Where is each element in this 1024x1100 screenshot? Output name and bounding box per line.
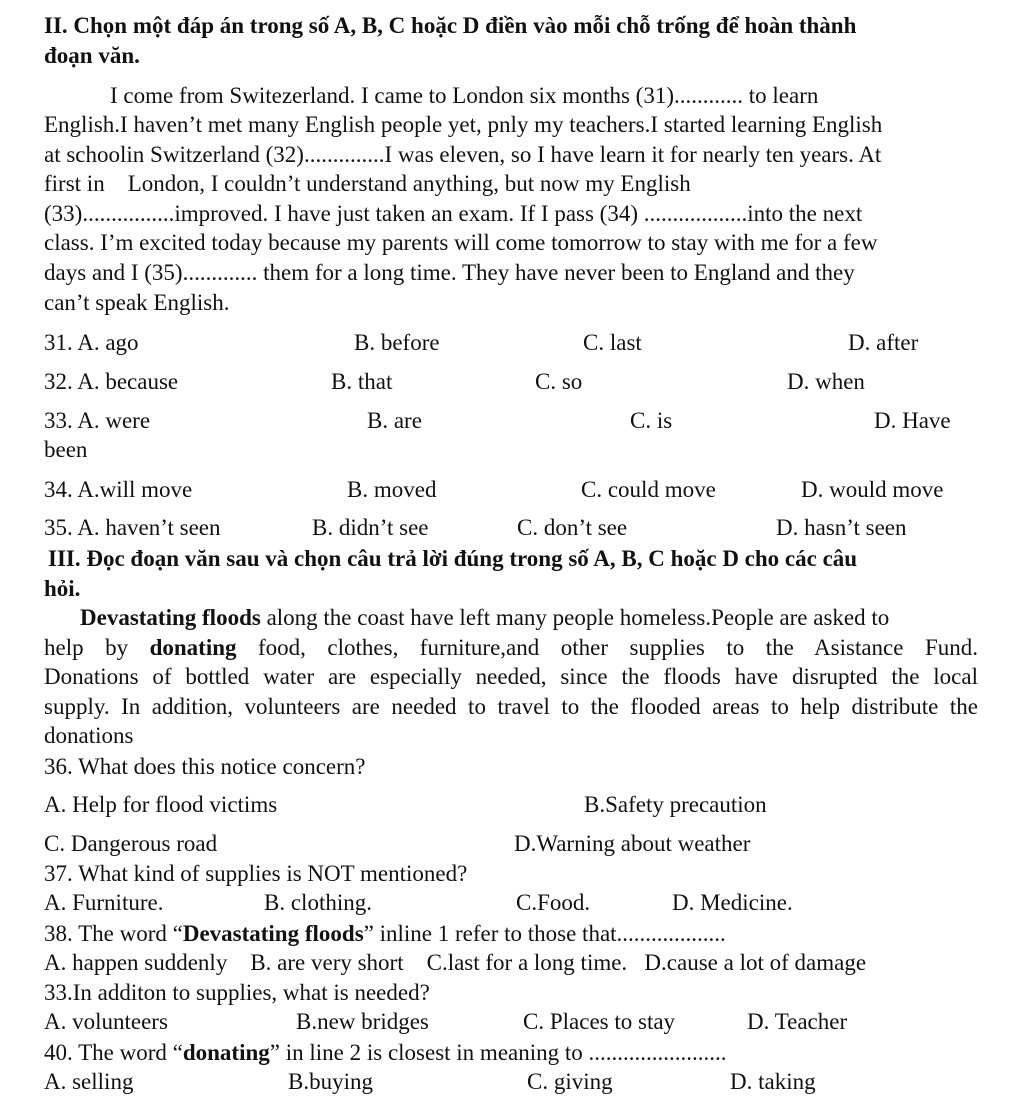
passage-line: (33)................improved. I have just taken an exam. If I pass (34) ..................into the next	[44, 201, 863, 226]
q33-option-b[interactable]: B. are	[367, 408, 422, 433]
reading-text: food, clothes, furniture,and other supplies to the Asistance Fund.	[236, 635, 978, 660]
bold-word: donating	[149, 635, 237, 660]
q37-option-b[interactable]: B. clothing.	[264, 890, 372, 915]
q40-option-d[interactable]: D. taking	[730, 1069, 816, 1094]
q38-text: ” inline 1 refer to those that...................	[363, 921, 726, 946]
q36-option-a[interactable]: A. Help for flood victims	[44, 792, 278, 817]
reading-text: along the coast have left many people homeless.People are asked to	[260, 605, 890, 630]
q31-option-c[interactable]: C. last	[583, 330, 642, 355]
passage-line: English.I haven’t met many English people yet, pnly my teachers.I started learning English	[44, 112, 883, 137]
q32-option-c[interactable]: C. so	[535, 369, 583, 394]
q33-option-a[interactable]: 33. A. were	[44, 408, 151, 433]
section-2-heading: II. Chọn một đáp án trong số A, B, C hoặc D điền vào mỗi chỗ trống để hoàn thành	[44, 13, 857, 38]
q35-option-a[interactable]: 35. A. haven’t seen	[44, 515, 221, 540]
q38-stem	[44, 920, 726, 948]
passage-line: days and I (35)............. them for a long time. They have never been to England and they	[44, 260, 855, 285]
q36-stem: 36. What does this notice concern?	[44, 754, 366, 779]
q32-option-a[interactable]: 32. A. because	[44, 369, 179, 394]
q40-stem	[44, 1039, 727, 1067]
q37-option-d[interactable]: D. Medicine.	[672, 890, 793, 915]
q34-option-a[interactable]: 34. A.will move	[44, 477, 193, 502]
q39-option-d[interactable]: D. Teacher	[747, 1009, 848, 1034]
q37-stem: 37. What kind of supplies is NOT mentioned?	[44, 861, 468, 886]
q40-text: 40. The word “	[44, 1040, 183, 1065]
q35-option-c[interactable]: C. don’t see	[517, 515, 628, 540]
q40-text: ” in line 2 is closest in meaning to ........................	[269, 1040, 727, 1065]
q32-option-d[interactable]: D. when	[787, 369, 865, 394]
reading-line-5: donations	[44, 723, 134, 748]
q34-option-d[interactable]: D. would move	[801, 477, 944, 502]
q33-option-c[interactable]: C. is	[630, 408, 673, 433]
q34-option-b[interactable]: B. moved	[347, 477, 437, 502]
q36-option-d[interactable]: D.Warning about weather	[514, 831, 751, 856]
q31-option-a[interactable]: 31. A. ago	[44, 330, 139, 355]
passage-line: I come from Switezerland. I came to London six months (31)............ to learn	[110, 83, 819, 108]
q38-bold: Devastating floods	[182, 921, 364, 946]
q39-stem: 33.In additon to supplies, what is needed?	[44, 980, 430, 1005]
q32-option-b[interactable]: B. that	[331, 369, 393, 394]
section-3-heading: III. Đọc đoạn văn sau và chọn câu trả lời đúng trong số A, B, C hoặc D cho các câu	[48, 546, 858, 571]
reading-line-2	[44, 634, 978, 662]
passage-line: class. I’m excited today because my parents will come tomorrow to stay with me for a few	[44, 230, 878, 255]
passage-line: at schoolin Switzerland (32)..............I was eleven, so I have learn it for nearly ten years. At	[44, 142, 882, 167]
q33-option-d[interactable]: D. Have	[874, 408, 951, 433]
q38-options[interactable]: A. happen suddenly B. are very short C.last for a long time. D.cause a lot of damage	[44, 950, 867, 975]
q39-option-c[interactable]: C. Places to stay	[523, 1009, 676, 1034]
q40-bold: donating	[182, 1040, 270, 1065]
q36-option-b[interactable]: B.Safety precaution	[584, 792, 767, 817]
section-2-heading-cont: đoạn văn.	[44, 43, 140, 68]
passage-line: can’t speak English.	[44, 290, 230, 315]
q31-option-d[interactable]: D. after	[848, 330, 919, 355]
section-3-heading-cont: hỏi.	[44, 576, 81, 601]
reading-line-3: Donations of bottled water are especially needed, since the floods have disrupted the local	[44, 664, 978, 689]
q38-text: 38. The word “	[44, 921, 183, 946]
reading-text: help by	[44, 635, 150, 660]
q35-option-b[interactable]: B. didn’t see	[312, 515, 429, 540]
q31-option-b[interactable]: B. before	[354, 330, 440, 355]
q36-option-c[interactable]: C. Dangerous road	[44, 831, 218, 856]
q40-option-c[interactable]: C. giving	[527, 1069, 613, 1094]
passage-line: first in London, I couldn’t understand anything, but now my English	[44, 171, 691, 196]
q37-option-c[interactable]: C.Food.	[516, 890, 591, 915]
q40-option-b[interactable]: B.buying	[288, 1069, 373, 1094]
reading-line-4: supply. In addition, volunteers are needed to travel to the flooded areas to help distribute the	[44, 694, 978, 719]
q35-option-d[interactable]: D. hasn’t seen	[776, 515, 907, 540]
q37-option-a[interactable]: A. Furniture.	[44, 890, 164, 915]
q34-option-c[interactable]: C. could move	[581, 477, 716, 502]
q40-option-a[interactable]: A. selling	[44, 1069, 134, 1094]
reading-line-1	[80, 604, 889, 632]
q39-option-b[interactable]: B.new bridges	[296, 1009, 429, 1034]
q33-option-d-wrap: been	[44, 437, 88, 462]
bold-phrase: Devastating floods	[80, 605, 261, 630]
q39-option-a[interactable]: A. volunteers	[44, 1009, 168, 1034]
